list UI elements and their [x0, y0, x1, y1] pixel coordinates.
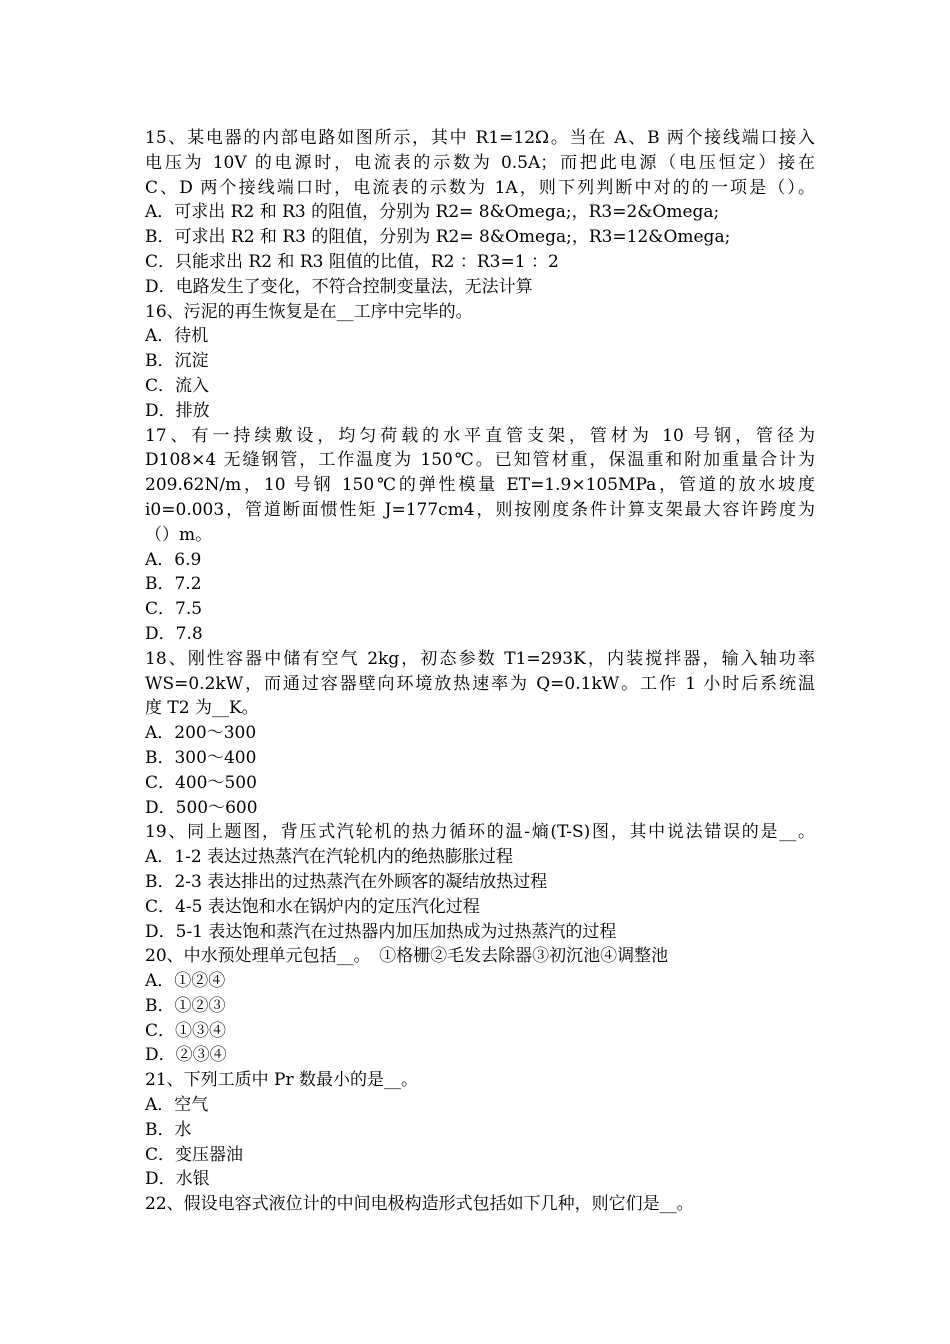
text-line: A．200～300: [145, 723, 257, 744]
text-line: C．①③④: [145, 1020, 227, 1041]
text-line: A．6.9: [145, 549, 202, 570]
text-line: C．7.5: [145, 599, 203, 620]
text-line: C．4-5 表达饱和水在锅炉内的定压汽化过程: [145, 896, 480, 917]
text-line: 17、有一持续敷设，均匀荷载的水平直管支架，管材为 10 号钢，管径为: [145, 425, 815, 446]
text-line: 209.62N/m，10 号钢 150℃的弹性模量 ET=1.9×105MPa，管道的放水坡度: [145, 475, 815, 496]
text-line: 16、污泥的再生恢复是在__工序中完毕的。: [145, 301, 473, 322]
text-line: D．排放: [145, 400, 210, 421]
text-line: C．变压器油: [145, 1144, 244, 1165]
text-line: 电压为 10V 的电源时，电流表的示数为 0.5A；而把此电源（电压恒定）接在: [145, 152, 815, 173]
text-line: A．待机: [145, 326, 209, 347]
text-line: 22、假设电容式液位计的中间电极构造形式包括如下几种，则它们是__。: [145, 1194, 694, 1215]
text-line: B．①②③: [145, 995, 226, 1016]
text-line: D．电路发生了变化，不符合控制变量法，无法计算: [145, 276, 533, 297]
text-line: 20、中水预处理单元包括__。 ①格栅②毛发去除器③初沉池④调整池: [145, 946, 669, 967]
text-line: B．300～400: [145, 747, 257, 768]
text-line: D108×4 无缝钢管，工作温度为 150℃。已知管材重，保温重和附加重量合计为: [145, 450, 815, 471]
text-line: D．7.8: [145, 623, 203, 644]
text-line: 15、某电器的内部电路如图所示，其中 R1=12Ω。当在 A、B 两个接线端口接入: [145, 128, 815, 148]
text-line: i0=0.003，管道断面惯性矩 J=177cm4，则按刚度条件计算支架最大容许跨度为: [145, 499, 815, 520]
text-line: WS=0.2kW，而通过容器壁向环境放热速率为 Q=0.1kW。工作 1 小时后系统温: [145, 673, 815, 694]
text-line: A．空气: [145, 1095, 209, 1116]
text-line: A．①②④: [145, 971, 226, 992]
text-line: D．水银: [145, 1169, 210, 1190]
text-line: （）m。: [145, 524, 213, 545]
text-line: 度 T2 为__K。: [145, 698, 259, 719]
text-line: A．可求出 R2 和 R3 的阻值，分别为 R2= 8&Omega;，R3=2&Omega;: [145, 202, 720, 223]
text-line: B．可求出 R2 和 R3 的阻值，分别为 R2= 8&Omega;，R3=12&Omega;: [145, 227, 731, 248]
text-line: B．7.2: [145, 574, 202, 595]
text-line: D．5-1 表达饱和蒸汽在过热器内加压加热成为过热蒸汽的过程: [145, 921, 617, 942]
text-line: 21、下列工质中 Pr 数最小的是__。: [145, 1070, 419, 1091]
text-line: C．400～500: [145, 772, 257, 793]
text-line: C．只能求出 R2 和 R3 阻值的比值，R2 ：R3=1 ：2: [145, 251, 559, 272]
text-line: B．沉淀: [145, 351, 209, 372]
text-line: D．500～600: [145, 797, 258, 818]
text-line: A．1-2 表达过热蒸汽在汽轮机内的绝热膨胀过程: [145, 847, 514, 868]
text-line: C、D 两个接线端口时，电流表的示数为 1A，则下列判断中对的的一项是（）。: [145, 177, 815, 198]
text-line: D．②③④: [145, 1045, 227, 1066]
text-line: B．2-3 表达排出的过热蒸汽在外顾客的凝结放热过程: [145, 871, 548, 892]
text-line: 18、刚性容器中储有空气 2kg，初态参数 T1=293K，内装搅拌器，输入轴功率: [145, 648, 815, 669]
text-line: C．流入: [145, 375, 210, 396]
document-body: [145, 126, 815, 1217]
text-line: 19、同上题图，背压式汽轮机的热力循环的温-熵(T-S)图，其中说法错误的是__。: [145, 822, 815, 843]
text-line: B．水: [145, 1119, 192, 1140]
